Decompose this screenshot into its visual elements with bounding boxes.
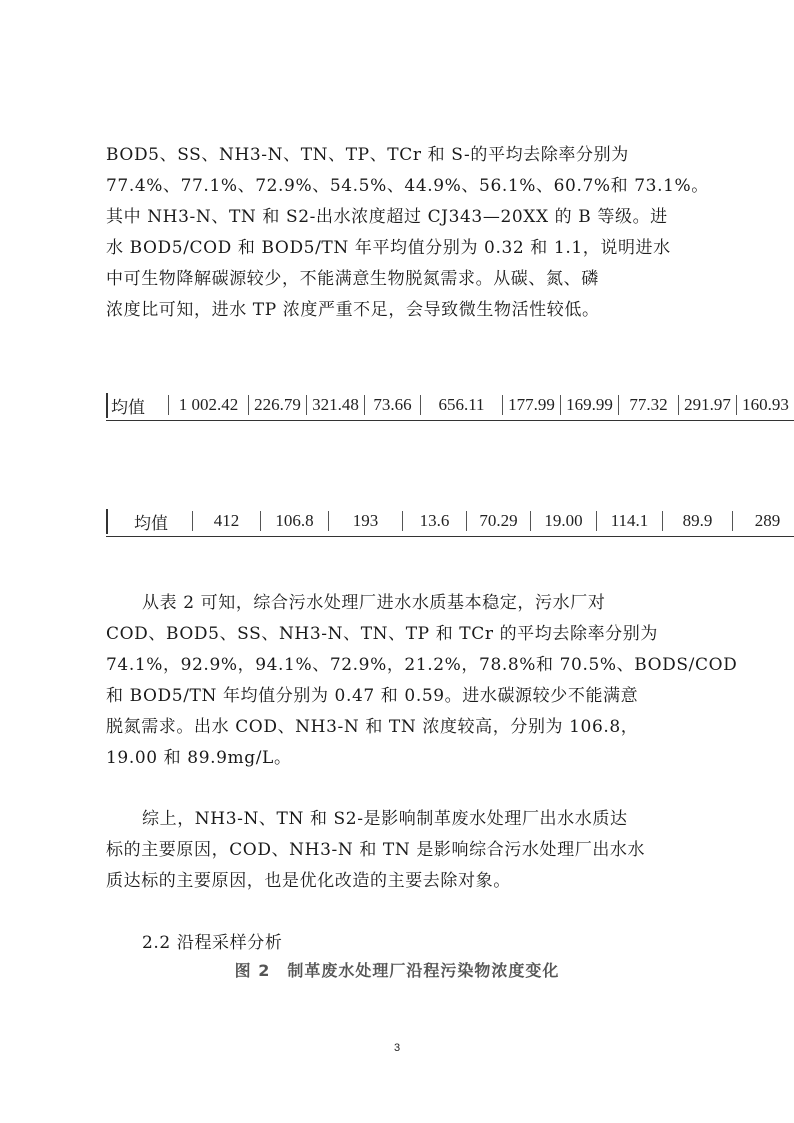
table-cell: 226.79 — [248, 395, 306, 415]
table-cell: 89.9 — [662, 511, 732, 531]
table-average-row-municipal — [106, 506, 794, 537]
table-cell: 19.00 — [530, 511, 596, 531]
text-line: 水 BOD5/COD 和 BOD5/TN 年平均值分别为 0.32 和 1.1，说明进水 — [106, 238, 671, 258]
paragraph-removal-rates — [106, 140, 709, 326]
table-cell: 169.99 — [560, 395, 618, 415]
table-cell: 291.97 — [678, 395, 736, 415]
table-cell-label: 均值 — [106, 393, 168, 418]
text-line: 脱氮需求。出水 COD、NH3-N 和 TN 浓度较高，分别为 106.8， — [106, 717, 639, 737]
table-cell: 13.6 — [402, 511, 466, 531]
table-cell: 1 002.42 — [168, 395, 248, 415]
text-line: 质达标的主要原因，也是优化改造的主要去除对象。 — [106, 871, 511, 891]
table-cell: 70.29 — [466, 511, 530, 531]
table-cell: 289 — [732, 511, 794, 531]
table-cell: 193 — [328, 511, 402, 531]
table-cell: 656.11 — [420, 395, 502, 415]
paragraph-summary — [106, 804, 706, 897]
table-cell-label: 均值 — [106, 509, 192, 534]
figure-caption: 图 2 制革废水处理厂沿程污染物浓度变化 — [234, 961, 560, 980]
text-line: 和 BOD5/TN 年均值分别为 0.47 和 0.59。进水碳源较少不能满意 — [106, 686, 639, 706]
text-line: 其中 NH3-N、TN 和 S2-出水浓度超过 CJ343—20XX 的 B 等级。进 — [106, 207, 668, 227]
table-average-row-tannery — [106, 390, 794, 421]
table-cell: 177.99 — [502, 395, 560, 415]
text-line: 77.4%、77.1%、72.9%、54.5%、44.9%、56.1%、60.7%和 73.1%。 — [106, 176, 709, 196]
text-line: 从表 2 可知，综合污水处理厂进水水质基本稳定，污水厂对 — [142, 593, 606, 613]
text-line: BOD5、SS、NH3-N、TN、TP、TCr 和 S-的平均去除率分别为 — [106, 145, 629, 165]
text-line: COD、BOD5、SS、NH3-N、TN、TP 和 TCr 的平均去除率分别为 — [106, 624, 658, 644]
table-cell: 160.93 — [736, 395, 794, 415]
text-line: 19.00 和 89.9mg/L。 — [106, 748, 292, 768]
table-cell: 106.8 — [260, 511, 328, 531]
table-cell: 77.32 — [618, 395, 678, 415]
text-line: 浓度比可知，进水 TP 浓度严重不足，会导致微生物活性较低。 — [106, 300, 600, 320]
table-cell: 321.48 — [306, 395, 364, 415]
paragraph-table2-analysis — [106, 588, 738, 774]
table-cell: 412 — [192, 511, 260, 531]
text-line: 74.1%，92.9%，94.1%、72.9%，21.2%，78.8%和 70.5%、BODS/COD — [106, 655, 738, 675]
table-cell: 114.1 — [596, 511, 662, 531]
table-cell: 73.66 — [364, 395, 420, 415]
text-line: 综上，NH3-N、TN 和 S2-是影响制革废水处理厂出水水质达 — [142, 809, 628, 829]
section-heading: 2.2 沿程采样分析 — [142, 933, 283, 953]
text-line: 中可生物降解碳源较少，不能满意生物脱氮需求。从碳、氮、磷 — [106, 269, 599, 289]
page-number: 3 — [393, 1042, 401, 1054]
text-line: 标的主要原因，COD、NH3-N 和 TN 是影响综合污水处理厂出水水 — [106, 840, 646, 860]
